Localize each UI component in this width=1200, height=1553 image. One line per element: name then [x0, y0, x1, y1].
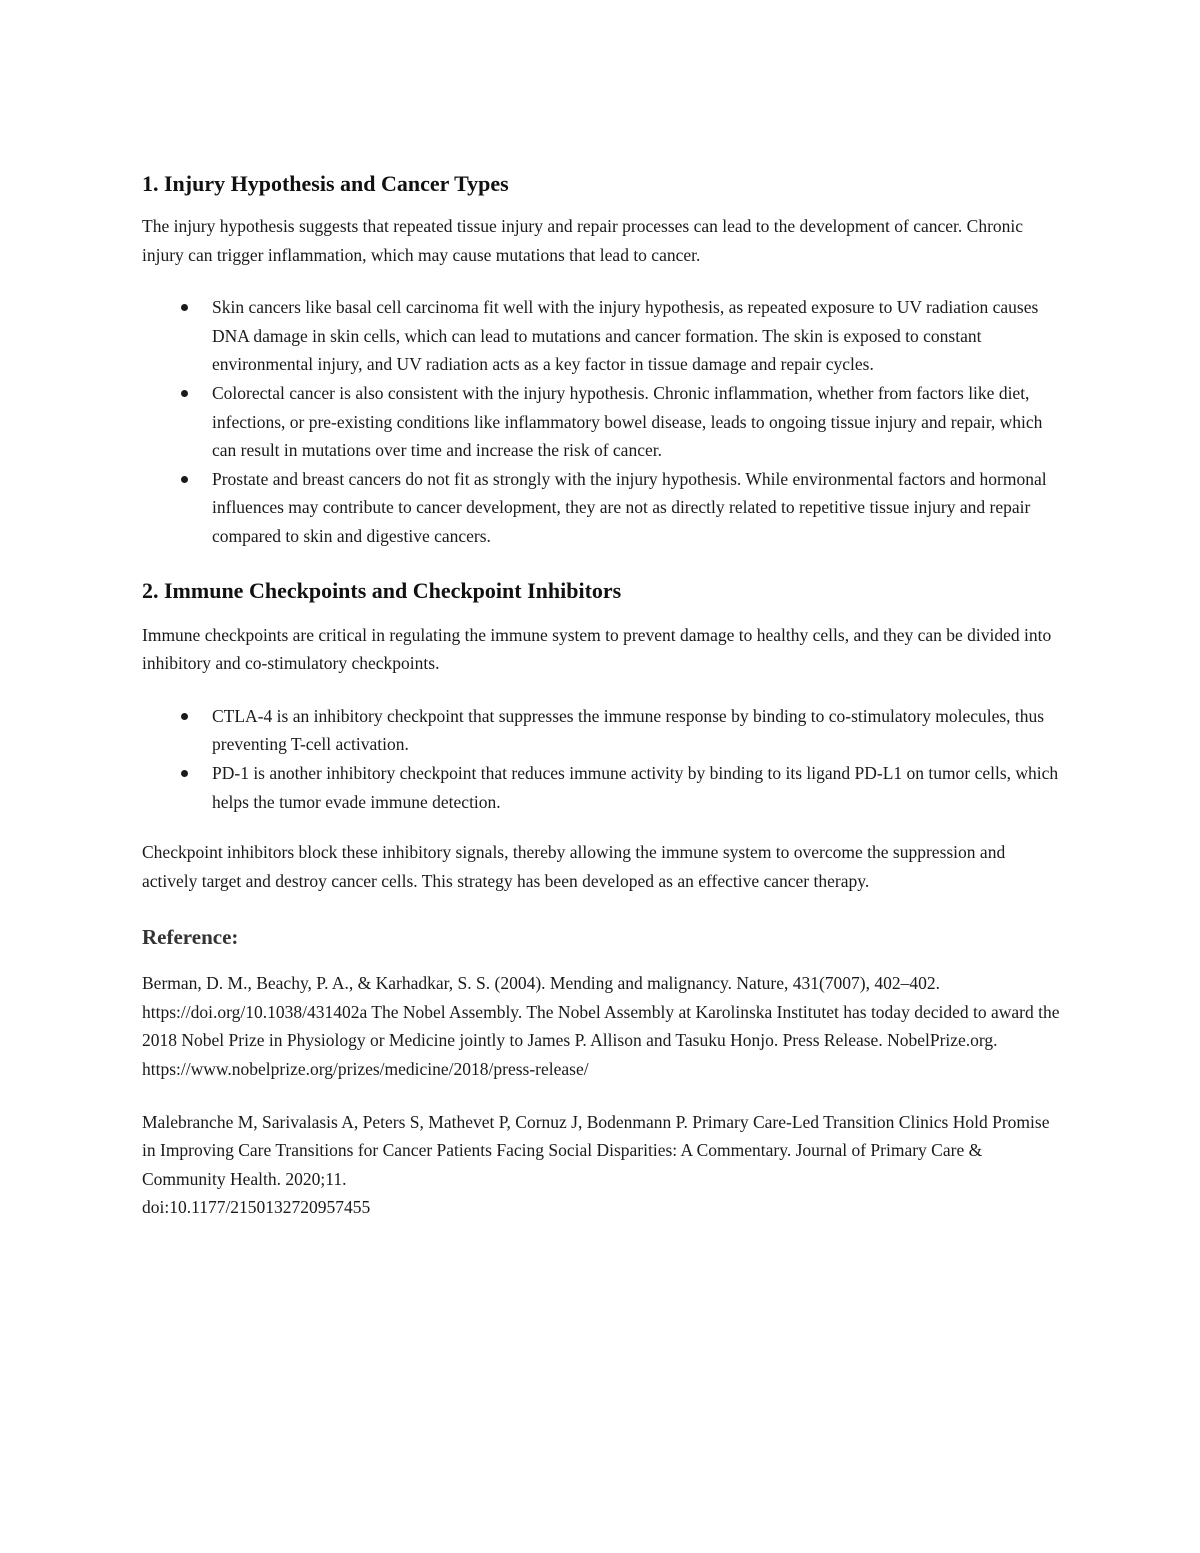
reference-entry [142, 969, 1060, 1083]
list-item-text: Skin cancers like basal cell carcinoma fit well with the injury hypothesis, as repeated exposure to UV radiation causes DNA damage in skin cells, which can lead to mutations and cancer formation. The skin is exposed to constant environmental injury, and UV radiation acts as a key factor in tissue damage and repair cycles. [212, 297, 1039, 375]
reference-entry [142, 1108, 1060, 1222]
bullet-icon [181, 713, 188, 720]
list-item-text: PD-1 is another inhibitory checkpoint that reduces immune activity by binding to its ligand PD-L1 on tumor cells, which helps the tumor evade immune detection. [212, 762, 1059, 812]
list-item [212, 293, 1060, 379]
list-item-text: Colorectal cancer is also consistent with the injury hypothesis. Chronic inflammation, whether from factors like diet, infections, or pre-existing conditions like inflammatory bowel disease, leads to ongoing tissue injury and repair, which can result in mutations over time and increase the risk of cancer. [212, 382, 1043, 461]
section-2-heading: 2. Immune Checkpoints and Checkpoint Inhibitors [142, 577, 622, 603]
list-item-text: Prostate and breast cancers do not fit as strongly with the injury hypothesis. While environmental factors and hormonal influences may contribute to cancer development, they are not as directly related to repetitive tissue injury and repair compared to skin and digestive cancers. [212, 468, 1047, 546]
list-item [212, 759, 1060, 816]
references-heading: Reference: [142, 925, 239, 950]
reference-link[interactable]: https://www.nobelprize.org/prizes/medicine/2018/press-release/ [142, 1059, 589, 1080]
reference-text: Berman, D. M., Beachy, P. A., & Karhadkar, S. S. (2004). Mending and malignancy. Nature, 431(7007), 402–402. https://doi.org/10.1038/431402a The Nobel Assembly. The Nobel Assembly at Karolinska Institutet has today decided to award the 2018 Nobel Prize in Physiology or Medicine jointly to James P. Allison and Tasuku Honjo. Press Release. NobelPrize.org. [142, 973, 1060, 1051]
section-2-conclusion: Checkpoint inhibitors block these inhibitory signals, thereby allowing the immune system to overcome the suppression and actively target and destroy cancer cells. This strategy has been developed as an effective cancer therapy. [142, 842, 1006, 891]
section-1-intro: The injury hypothesis suggests that repeated tissue injury and repair processes can lead to the development of cancer. Chronic injury can trigger inflammation, which may cause mutations that lead to cancer. [142, 216, 1024, 265]
section-2-bullet-list [142, 702, 1060, 816]
list-item [212, 702, 1060, 759]
reference-text: Malebranche M, Sarivalasis A, Peters S, Mathevet P, Cornuz J, Bodenmann P. Primary Care-Led Transition Clinics Hold Promise in Improving Care Transitions for Cancer Patients Facing Social Disparities: A Commentary. Journal of Primary Care & Community Health. 2020;11. [142, 1111, 1050, 1189]
list-item [212, 379, 1060, 465]
bullet-icon [181, 770, 188, 777]
list-item-text: CTLA-4 is an inhibitory checkpoint that suppresses the immune response by binding to co-stimulatory molecules, thus preventing T-cell activation. [212, 705, 1045, 755]
reference-doi[interactable]: doi:10.1177/2150132720957455 [142, 1197, 371, 1218]
section-2-intro: Immune checkpoints are critical in regulating the immune system to prevent damage to healthy cells, and they can be divided into inhibitory and co-stimulatory checkpoints. [142, 624, 1052, 674]
document-page [142, 168, 1060, 1246]
list-item [212, 465, 1060, 551]
bullet-icon [181, 390, 188, 397]
bullet-icon [181, 304, 188, 311]
section-1-heading: 1. Injury Hypothesis and Cancer Types [142, 171, 509, 196]
bullet-icon [181, 476, 188, 483]
section-1-bullet-list [142, 293, 1060, 550]
